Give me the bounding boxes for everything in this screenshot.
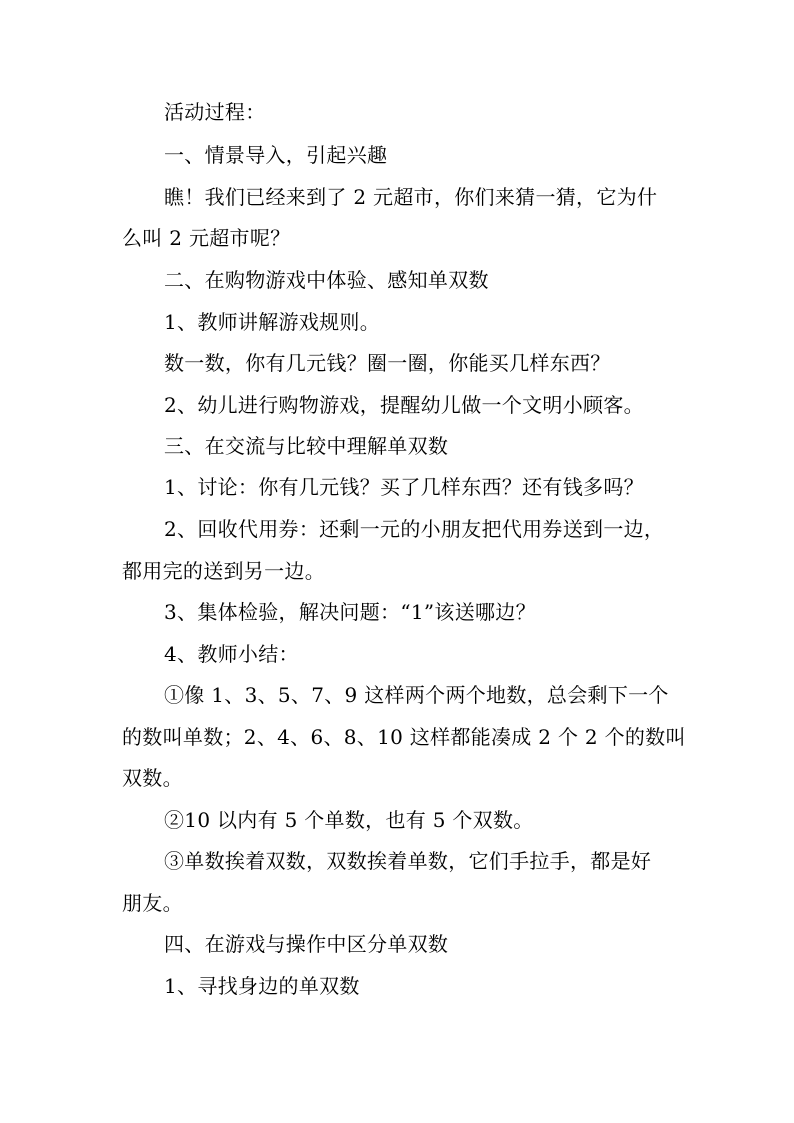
section-heading-1: 一、情景导入，引起兴趣 bbox=[164, 143, 388, 167]
list-item: 2、幼儿进行购物游戏，提醒幼儿做一个文明小顾客。 bbox=[164, 393, 644, 417]
paragraph-line: 双数。 bbox=[122, 766, 183, 790]
paragraph-heading-activity-process: 活动过程： bbox=[164, 100, 266, 124]
list-item: 1、教师讲解游戏规则。 bbox=[164, 310, 381, 334]
paragraph-line: 数一数，你有几元钱？圈一圈，你能买几样东西？ bbox=[164, 351, 611, 375]
list-item: 4、教师小结： bbox=[164, 642, 299, 666]
list-item: 3、集体检验，解决问题：“1”该送哪边？ bbox=[164, 600, 536, 624]
list-item: 2、回收代用券：还剩一元的小朋友把代用券送到一边， bbox=[164, 517, 665, 541]
summary-point-1: ①像 1、3、5、7、9 这样两个两个地数，总会剩下一个 bbox=[164, 683, 669, 707]
section-heading-3: 三、在交流与比较中理解单双数 bbox=[164, 434, 449, 458]
paragraph-line: 都用完的送到另一边。 bbox=[122, 559, 325, 583]
paragraph-line: 瞧！我们已经来到了 2 元超市，你们来猜一猜，它为什 bbox=[164, 185, 658, 209]
list-item: 1、讨论：你有几元钱？买了几样东西？还有钱多吗？ bbox=[164, 475, 644, 499]
section-heading-4: 四、在游戏与操作中区分单双数 bbox=[164, 932, 449, 956]
summary-point-2: ②10 以内有 5 个单数，也有 5 个双数。 bbox=[164, 808, 534, 832]
summary-point-3: ③单数挨着双数，双数挨着单数，它们手拉手，都是好 bbox=[164, 849, 652, 873]
paragraph-line: 么叫 2 元超市呢？ bbox=[122, 226, 291, 250]
paragraph-line: 的数叫单数；2、4、6、8、10 这样都能凑成 2 个 2 个的数叫 bbox=[122, 725, 686, 749]
section-heading-2: 二、在购物游戏中体验、感知单双数 bbox=[164, 268, 489, 292]
paragraph-line: 朋友。 bbox=[122, 891, 183, 915]
list-item: 1、寻找身边的单双数 bbox=[164, 974, 360, 998]
